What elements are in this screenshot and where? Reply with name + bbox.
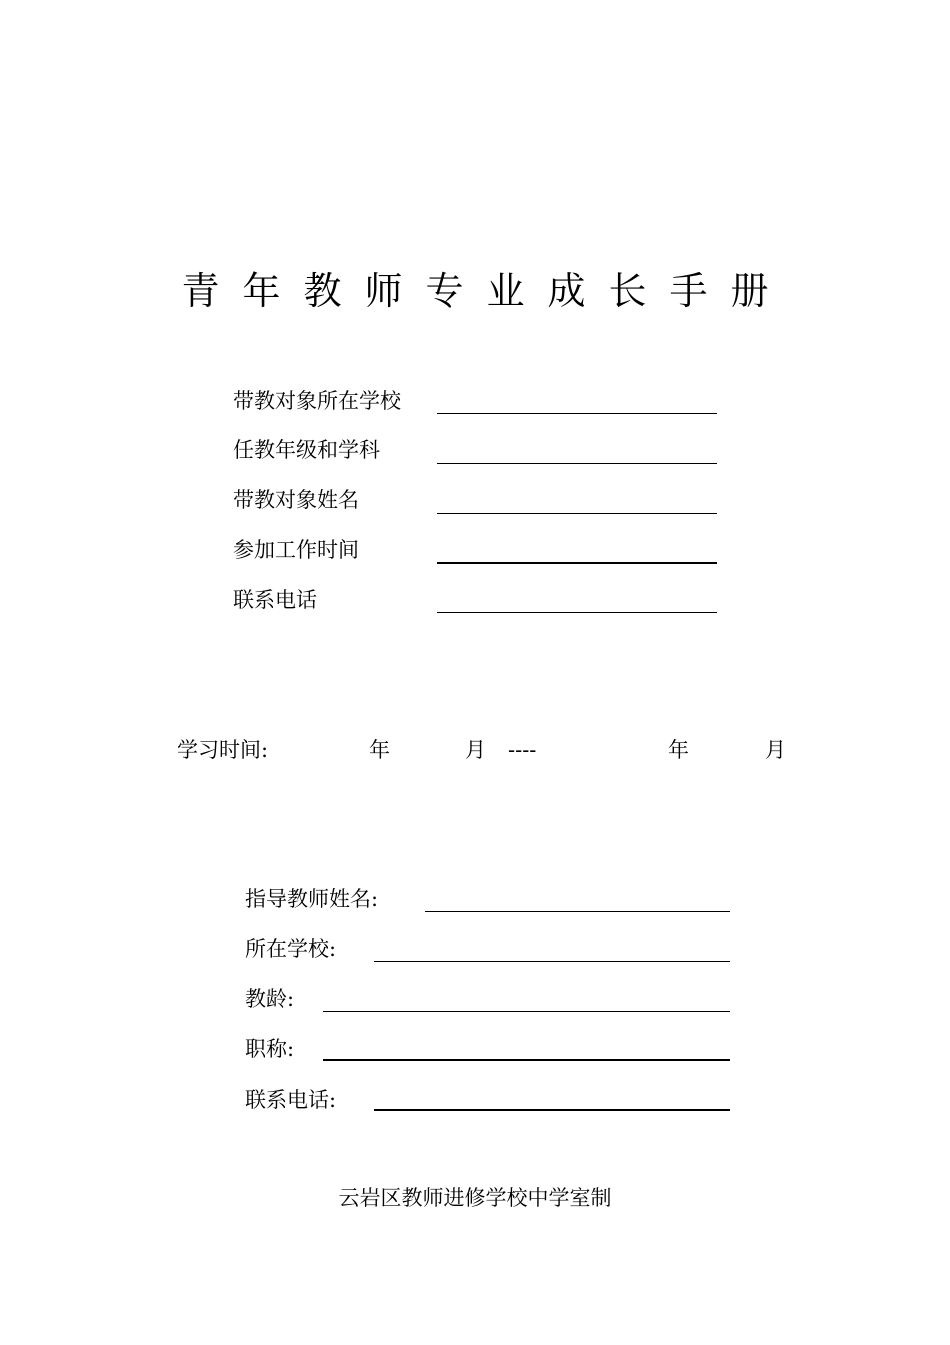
field-label-trainee-school: 带教对象所在学校 xyxy=(233,389,401,413)
field-label-grade-subject: 任教年级和学科 xyxy=(233,438,380,462)
field-label-mentor-school: 所在学校: xyxy=(245,937,337,961)
field-line-professional-title[interactable] xyxy=(323,1059,730,1061)
study-period-start-year: 年 xyxy=(369,738,390,762)
field-line-grade-subject[interactable] xyxy=(437,463,717,464)
field-line-mentor-name[interactable] xyxy=(425,911,730,912)
document-title: 青年教师专业成长手册 xyxy=(181,269,792,313)
field-line-trainee-phone[interactable] xyxy=(437,612,717,613)
field-line-trainee-name[interactable] xyxy=(437,513,717,514)
study-period-separator: ---- xyxy=(508,738,537,762)
field-label-teaching-years: 教龄: xyxy=(245,987,295,1011)
field-label-mentor-phone: 联系电话: xyxy=(245,1088,337,1112)
study-period-start-month: 月 xyxy=(465,738,486,762)
field-line-work-start-date[interactable] xyxy=(437,562,717,564)
field-line-mentor-school[interactable] xyxy=(374,961,730,962)
field-line-trainee-school[interactable] xyxy=(437,413,717,414)
study-period-label: 学习时间: xyxy=(177,738,269,762)
field-label-professional-title: 职称: xyxy=(245,1037,295,1061)
publisher-footer: 云岩区教师进修学校中学室制 xyxy=(338,1186,612,1210)
field-label-work-start-date: 参加工作时间 xyxy=(233,538,359,562)
field-line-teaching-years[interactable] xyxy=(323,1011,730,1012)
study-period-end-year: 年 xyxy=(668,738,689,762)
study-period-end-month: 月 xyxy=(765,738,786,762)
field-label-mentor-name: 指导教师姓名: xyxy=(245,887,379,911)
field-line-mentor-phone[interactable] xyxy=(374,1109,730,1111)
field-label-trainee-name: 带教对象姓名 xyxy=(233,488,359,512)
field-label-trainee-phone: 联系电话 xyxy=(233,588,317,612)
